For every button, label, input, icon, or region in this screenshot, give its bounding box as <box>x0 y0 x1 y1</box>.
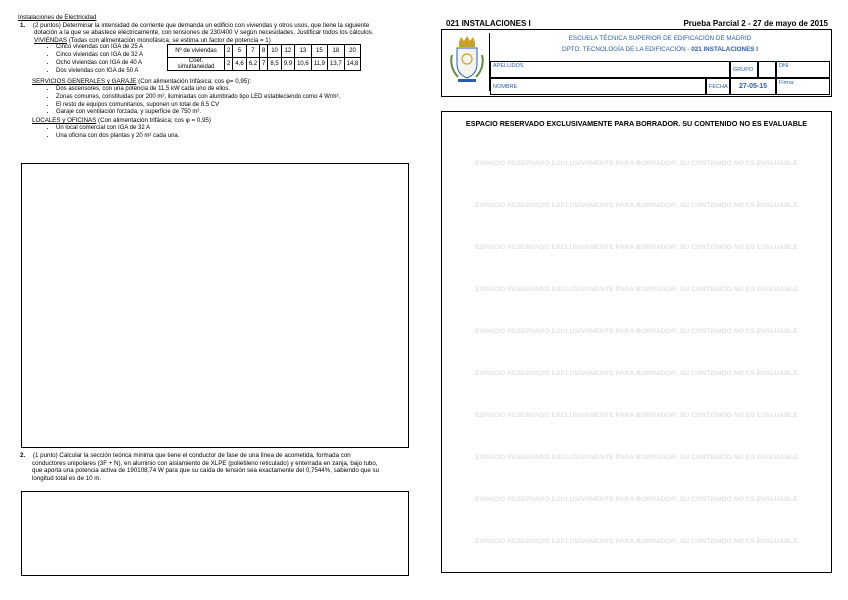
scratch-area[interactable] <box>441 111 832 573</box>
viviendas-title: VIVIENDAS <box>34 36 68 44</box>
q1-text-a: (2 puntos) Determinar la intensidad de corriente que demanda un edificio con viviendas y otros usos, que tiene la siguiente <box>32 21 370 29</box>
watermark-line: ESPACIO RESERVADO EXCLUSIVAMENTE PARA BORRADOR. SU CONTENIDO NO ES EVALUABLE <box>475 538 798 545</box>
apellidos-field[interactable]: APELLIDOS <box>490 61 730 78</box>
table-cell: 20 <box>344 45 361 58</box>
firma-field[interactable]: Firma: <box>776 78 830 95</box>
section-title: Instalaciones de Electricidad <box>18 14 97 21</box>
q2-line: (1 punto) Calcular la sección teórica mínima que tiene el conductor de fase de una línea de acometida, formada con <box>32 452 351 459</box>
nombre-field[interactable]: NOMBRE <box>490 78 706 95</box>
scratch-title: ESPACIO RESERVADO EXCLUSIVAMENTE PARA BORRADOR. SU CONTENIDO NO ES EVALUABLE <box>465 119 808 128</box>
viviendas-heading <box>34 37 410 45</box>
locales-list <box>18 125 410 141</box>
servicios-list <box>18 86 410 117</box>
q2-line: longitud total es de 10 m. <box>32 474 102 482</box>
school-department: DPTO. TECNOLOGÍA DE LA EDIFICACIÓN - 021 INSTALACIONES I <box>562 46 758 53</box>
list-item: • Una oficina con dos plantas y 20 m² cada una. <box>56 133 410 141</box>
table-cell: 12 <box>281 45 294 58</box>
table-cell: 5 <box>233 45 246 58</box>
watermark-line: ESPACIO RESERVADO EXCLUSIVAMENTE PARA BORRADOR. SU CONTENIDO NO ES EVALUABLE <box>475 496 798 503</box>
table-cell: 2 <box>225 45 233 58</box>
table-row-label: Nº de viviendas <box>168 45 225 58</box>
simultaneity-table <box>167 44 361 71</box>
grupo-value[interactable] <box>758 61 776 78</box>
q2-line: conductores unipolares (3F + N), en aluminio con aislamiento de XLPE (polietileno reticulado) y enterrada en zanja, bajo tubo, <box>32 459 378 467</box>
table-cell: 13,7 <box>327 58 344 71</box>
school-logo <box>445 33 490 91</box>
grupo-field[interactable]: GRUPO <box>730 61 758 78</box>
table-cell: 6,2 <box>246 58 259 71</box>
fecha-value: 27-05-15 <box>730 78 776 95</box>
table-cell: 10 <box>268 45 281 58</box>
dni-field[interactable]: DNI <box>776 61 830 78</box>
watermark-line: ESPACIO RESERVADO EXCLUSIVAMENTE PARA BORRADOR. SU CONTENIDO NO ES EVALUABLE <box>475 286 798 293</box>
q2-line: que aporta una potencia activa de 190108,74 W para que su caída de tensión sea exactamente del 0,7544%, sabiendo que su <box>32 467 380 475</box>
viviendas-note: (Todas con alimentación monofásica; se estima un factor de potencia = 1) <box>68 36 271 44</box>
table-row <box>168 45 361 58</box>
watermark-line: ESPACIO RESERVADO EXCLUSIVAMENTE PARA BORRADOR. SU CONTENIDO NO ES EVALUABLE <box>475 412 798 419</box>
locales-heading <box>32 117 410 125</box>
table-cell: 15 <box>311 45 327 58</box>
table-cell: 2 <box>225 58 233 71</box>
watermark-line: ESPACIO RESERVADO EXCLUSIVAMENTE PARA BORRADOR. SU CONTENIDO NO ES EVALUABLE <box>475 160 798 167</box>
table-cell: 4,6 <box>233 58 246 71</box>
course-title: 021 INSTALACIONES I <box>446 19 531 28</box>
q1-statement <box>20 22 410 37</box>
list-item: • Cinco viviendas con IGA de 32 A <box>56 52 186 60</box>
list-item: • Un local comercial con IGA de 32 A <box>56 125 410 133</box>
watermark-line: ESPACIO RESERVADO EXCLUSIVAMENTE PARA BORRADOR. SU CONTENIDO NO ES EVALUABLE <box>475 202 798 209</box>
list-item: • Dos viviendas con IGA de 50 A <box>56 68 186 76</box>
table-cell: 7 <box>260 58 268 71</box>
question-column <box>18 14 410 140</box>
table-cell: 8 <box>260 45 268 58</box>
table-row-label: Coef. simultaneidad <box>168 58 225 71</box>
table-cell: 11,9 <box>311 58 327 71</box>
table-cell: 9,9 <box>281 58 294 71</box>
table-cell: 8,5 <box>268 58 281 71</box>
exam-title: Prueba Parcial 2 - 27 de mayo de 2015 <box>683 19 828 28</box>
school-name: ESCUELA TÉCNICA SUPERIOR DE EDIFICACIÓN DE MADRID <box>568 35 752 42</box>
list-item: • Cinco viviendas con IGA de 25 A <box>56 44 186 52</box>
list-item: • Zonas comunes, constituidas por 200 m², iluminadas con alumbrado tipo LED estableciendo como 4 W/m². <box>56 94 410 102</box>
watermark-line: ESPACIO RESERVADO EXCLUSIVAMENTE PARA BORRADOR. SU CONTENIDO NO ES EVALUABLE <box>475 454 798 461</box>
servicios-heading <box>32 78 410 86</box>
table-cell: 14,8 <box>344 58 361 71</box>
list-item: • Ocho viviendas con IGA de 40 A <box>56 60 186 68</box>
q1-answer-box[interactable] <box>21 163 409 448</box>
viviendas-block <box>18 44 410 78</box>
table-cell: 13 <box>295 45 312 58</box>
watermark-line: ESPACIO RESERVADO EXCLUSIVAMENTE PARA BORRADOR. SU CONTENIDO NO ES EVALUABLE <box>475 244 798 251</box>
locales-note: (Con alimentación trifásica; cos φ = 0,95) <box>98 117 211 125</box>
q2-number: 2. <box>20 452 26 459</box>
table-row <box>168 58 361 71</box>
table-cell: 10,6 <box>295 58 312 71</box>
watermark-line: ESPACIO RESERVADO EXCLUSIVAMENTE PARA BORRADOR. SU CONTENIDO NO ES EVALUABLE <box>475 370 798 377</box>
fecha-label: FECHA <box>706 78 730 95</box>
table-cell: 7 <box>246 45 259 58</box>
servicios-title: SERVICIOS GENERALES y GARAJE <box>32 78 137 86</box>
table-cell: 18 <box>327 45 344 58</box>
q1-text-b: dotación a la que se abastece eléctricamente, con tensiones de 230/400 V según necesidades. Justificar todos los cálculos. <box>34 29 374 37</box>
servicios-note: (Con alimentación trifásica; cos φ= 0,95): <box>138 78 252 86</box>
list-item: • Garaje con ventilación forzada, y superficie de 750 m². <box>56 109 410 117</box>
watermark-line: ESPACIO RESERVADO EXCLUSIVAMENTE PARA BORRADOR. SU CONTENIDO NO ES EVALUABLE <box>475 328 798 335</box>
locales-title: LOCALES y OFICINAS <box>32 117 97 125</box>
viviendas-list <box>18 44 186 75</box>
list-item: • Dos ascensores, con una potencia de 11,5 kW cada uno de ellos. <box>56 86 410 94</box>
q2-answer-box[interactable] <box>21 491 409 576</box>
school-crest-icon <box>445 33 489 91</box>
q1-number: 1. <box>20 21 26 29</box>
student-info-header <box>441 29 832 97</box>
list-item: • El resto de equipos comunitarios, suponen un total de 8,5 CV <box>56 102 410 110</box>
q2-statement <box>20 452 408 482</box>
